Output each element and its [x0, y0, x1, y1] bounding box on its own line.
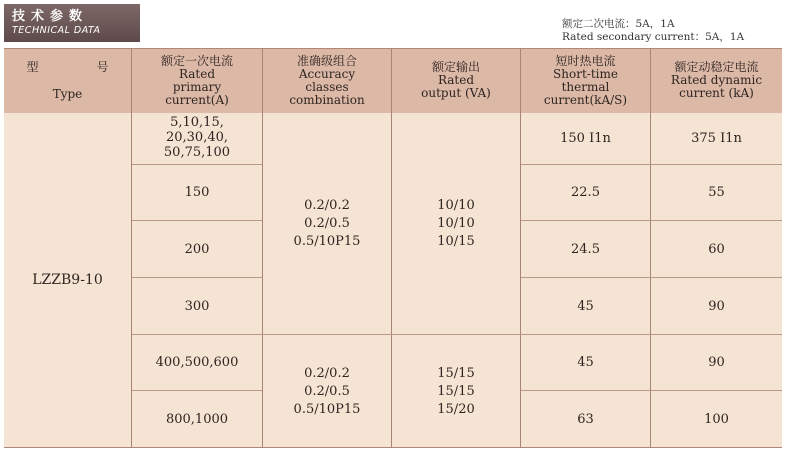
- accuracy-value: 0.2/0.2: [304, 365, 350, 381]
- primary-value: 50,75,100: [163, 145, 231, 160]
- primary-value: 200: [184, 241, 210, 257]
- header-type: [4, 49, 131, 112]
- table-cell-accuracy: [263, 113, 391, 334]
- header-dynamic-zh: 额定动稳定电流: [674, 60, 759, 74]
- table-cell-primary: [132, 335, 262, 390]
- header-dynamic-en: current (kA): [679, 86, 754, 100]
- header-accuracy-en: classes: [305, 79, 349, 94]
- table-cell-thermal: [521, 278, 650, 334]
- header-primary-en: primary: [172, 79, 222, 94]
- thermal-value: 45: [577, 355, 594, 370]
- accuracy-value: 0.2/0.5: [304, 215, 350, 231]
- header-thermal-en: Short-time: [553, 66, 618, 81]
- table-cell-output: [392, 113, 520, 334]
- accuracy-value: 0.5/10P15: [293, 401, 361, 417]
- header-output-en: output (VA): [421, 86, 491, 100]
- header-thermal-en: current(kA/S): [543, 92, 628, 107]
- primary-value: 20,30,40,: [165, 130, 229, 145]
- dynamic-value: 60: [708, 241, 725, 257]
- header-accuracy-zh: 准确级组合: [296, 53, 357, 68]
- header-type-zh-right: 号: [96, 59, 109, 74]
- table-cell-dynamic: [651, 391, 782, 448]
- accuracy-value: 0.5/10P15: [293, 233, 361, 249]
- table-cell-thermal: [521, 113, 650, 164]
- dynamic-value: 100: [704, 412, 729, 427]
- table-cell-primary: [132, 165, 262, 220]
- section-title-en: TECHNICAL DATA: [12, 25, 101, 36]
- table-cell-dynamic: [651, 165, 782, 220]
- rated-secondary-note: [562, 18, 744, 44]
- rated-secondary-en: Rated secondary current：5A，1A: [562, 31, 745, 43]
- table-cell-dynamic: [651, 221, 782, 277]
- dynamic-value: 90: [708, 298, 725, 314]
- output-value: 10/10: [437, 197, 475, 213]
- table-cell-accuracy: [263, 335, 391, 448]
- header-primary-en: current(A): [165, 92, 229, 107]
- header-accuracy-en: Accuracy: [298, 66, 356, 81]
- thermal-value: 63: [577, 412, 594, 427]
- accuracy-value: 0.2/0.5: [304, 383, 350, 399]
- table-cell-thermal: [521, 391, 650, 448]
- thermal-value: 24.5: [571, 241, 600, 257]
- table-cell-primary: [132, 391, 262, 448]
- thermal-value: 150 I1n: [560, 131, 611, 146]
- output-value: 10/15: [437, 233, 475, 249]
- thermal-value: 45: [577, 298, 594, 314]
- header-thermal: [521, 49, 650, 112]
- thermal-value: 22.5: [571, 185, 600, 200]
- section-title-badge: [4, 4, 140, 42]
- header-accuracy: [263, 49, 391, 112]
- dynamic-value: 375 I1n: [691, 131, 742, 146]
- output-value: 10/10: [437, 215, 475, 231]
- output-value: 15/15: [437, 365, 475, 381]
- table-cell-primary: [132, 278, 262, 334]
- table-cell-dynamic: [651, 113, 782, 164]
- table-cell-primary: [132, 113, 262, 164]
- header-output-en: Rated: [437, 73, 475, 87]
- primary-value: 150: [184, 185, 210, 200]
- header-thermal-zh: 短时热电流: [555, 53, 616, 68]
- header-dynamic: [651, 49, 782, 112]
- model-cell: [4, 113, 131, 448]
- table-cell-primary: [132, 221, 262, 277]
- output-value: 15/15: [437, 383, 475, 399]
- dynamic-value: 55: [708, 185, 725, 200]
- header-type-en: Type: [52, 86, 83, 101]
- table-cell-dynamic: [651, 335, 782, 390]
- header-primary-current: [132, 49, 262, 112]
- header-output-zh: 额定输出: [431, 60, 480, 74]
- section-title-zh: 技术参数: [12, 9, 89, 24]
- dynamic-value: 90: [708, 355, 725, 370]
- model-name: LZZB9-10: [32, 272, 103, 288]
- header-dynamic-en: Rated dynamic: [670, 73, 763, 87]
- header-accuracy-en: combination: [289, 92, 365, 107]
- accuracy-value: 0.2/0.2: [304, 197, 350, 213]
- output-value: 15/20: [437, 401, 475, 417]
- primary-value: 800,1000: [165, 412, 229, 427]
- technical-data-table: [4, 48, 782, 450]
- header-primary-zh: 额定一次电流: [160, 53, 233, 68]
- primary-value: 5,10,15,: [170, 115, 224, 130]
- table-cell-dynamic: [651, 278, 782, 334]
- table-cell-thermal: [521, 335, 650, 390]
- table-cell-thermal: [521, 221, 650, 277]
- header-primary-en: Rated: [178, 66, 216, 81]
- rated-secondary-zh: 额定二次电流：5A，1A: [562, 18, 675, 30]
- header-thermal-en: thermal: [561, 79, 610, 94]
- primary-value: 400,500,600: [155, 355, 239, 370]
- header-type-zh-left: 型: [26, 59, 39, 74]
- table-cell-thermal: [521, 165, 650, 220]
- header-output: [392, 49, 520, 112]
- primary-value: 300: [184, 298, 210, 314]
- table-cell-output: [392, 335, 520, 448]
